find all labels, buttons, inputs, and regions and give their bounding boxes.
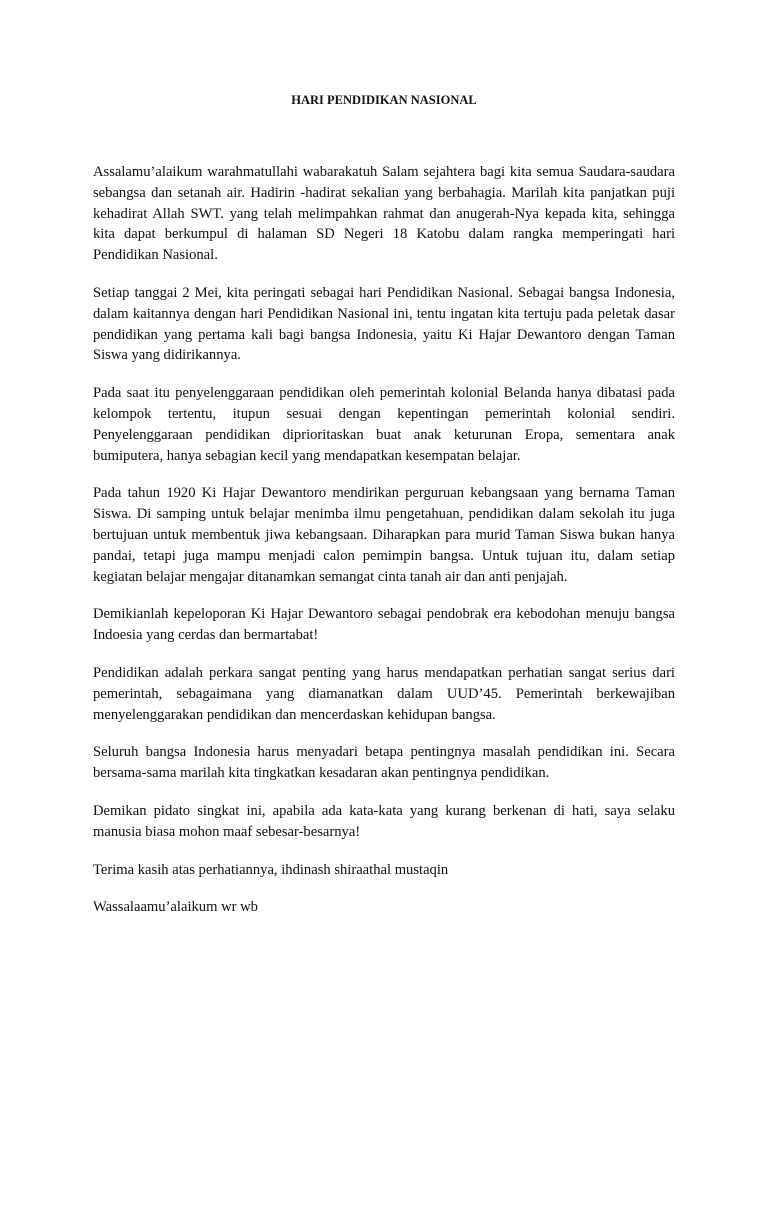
paragraph-may-2: Setiap tanggai 2 Mei, kita peringati sebagai hari Pendidikan Nasional. Sebagai bangsa Indonesia, dalam kaitannya dengan hari Pendidikan Nasional ini, tentu ingatan kita tertuju pada peletak dasar pendidikan yang pertama kali bagi bangsa Indonesia, yaitu Ki Hajar Dewantoro dengan Taman Siswa yang didirikannya.: [93, 284, 675, 364]
paragraph-apology: Demikan pidato singkat ini, apabila ada kata-kata yang kurang berkenan di hati, saya selaku manusia biasa mohon maaf sebesar-besarnya!: [93, 802, 675, 840]
paragraph-awareness: Seluruh bangsa Indonesia harus menyadari betapa pentingnya masalah pendidikan ini. Secara bersama-sama marilah kita tingkatkan kesadaran akan pentingnya pendidikan.: [93, 744, 675, 782]
paragraph-pioneer: Demikianlah kepeloporan Ki Hajar Dewantoro sebagai pendobrak era kebodohan menuju bangsa Indoesia yang cerdas dan bermartabat!: [93, 606, 675, 644]
paragraph-colonial-education: Pada saat itu penyelenggaraan pendidikan oleh pemerintah kolonial Belanda hanya dibatasi pada kelompok tertentu, itupun sesuai dengan kepentingan pemerintah kolonial sendiri. Penyelenggaraan pendidikan diprioritaskan buat anak keturunan Eropa, sementara anak bumiputera, hanya sebagian kecil yang mendapatkan kesempatan belajar.: [93, 385, 675, 464]
paragraph-opening-greeting: Assalamu’alaikum warahmatullahi wabarakatuh Salam sejahtera bagi kita semua Saudara-saudara sebangsa dan setanah air. Hadirin -hadirat sekalian yang berbahagia. Marilah kita panjatkan puji kehadirat Allah SWT. yang telah melimpahkan rahmat dan anugerah-Nya kepada kita, sehingga kita dapat berkumpul di halaman SD Negeri 18 Katobu dalam rangka memperingati hari Pendidikan Nasional.: [93, 164, 675, 264]
paragraph-thanks: Terima kasih atas perhatiannya, ihdinash shiraathal mustaqin: [93, 861, 449, 878]
paragraph-taman-siswa: Pada tahun 1920 Ki Hajar Dewantoro mendirikan perguruan kebangsaan yang bernama Taman Siswa. Di samping untuk belajar menimba ilmu pengetahuan, pendidikan dalam sekolah itu juga bertujuan untuk membentuk jiwa kebangsaan. Diharapkan para murid Taman Siswa bukan hanya pandai, tetapi juga mampu menjadi calon pemimpin bangsa. Untuk tujuan itu, dalam setiap kegiatan belajar mengajar ditanamkan semangat cinta tanah air dan anti penjajah.: [93, 485, 675, 585]
document-title: HARI PENDIDIKAN NASIONAL: [291, 93, 477, 107]
paragraph-closing-greeting: Wassalaamu’alaikum wr wb: [93, 899, 258, 916]
document-body: [93, 162, 675, 935]
paragraph-importance: Pendidikan adalah perkara sangat penting yang harus mendapatkan perhatian sangat serius dari pemerintah, sebagaimana yang diamanatkan dalam UUD’45. Pemerintah berkewajiban menyelenggarakan pendidikan dan mencerdaskan kehidupan bangsa.: [93, 664, 675, 723]
